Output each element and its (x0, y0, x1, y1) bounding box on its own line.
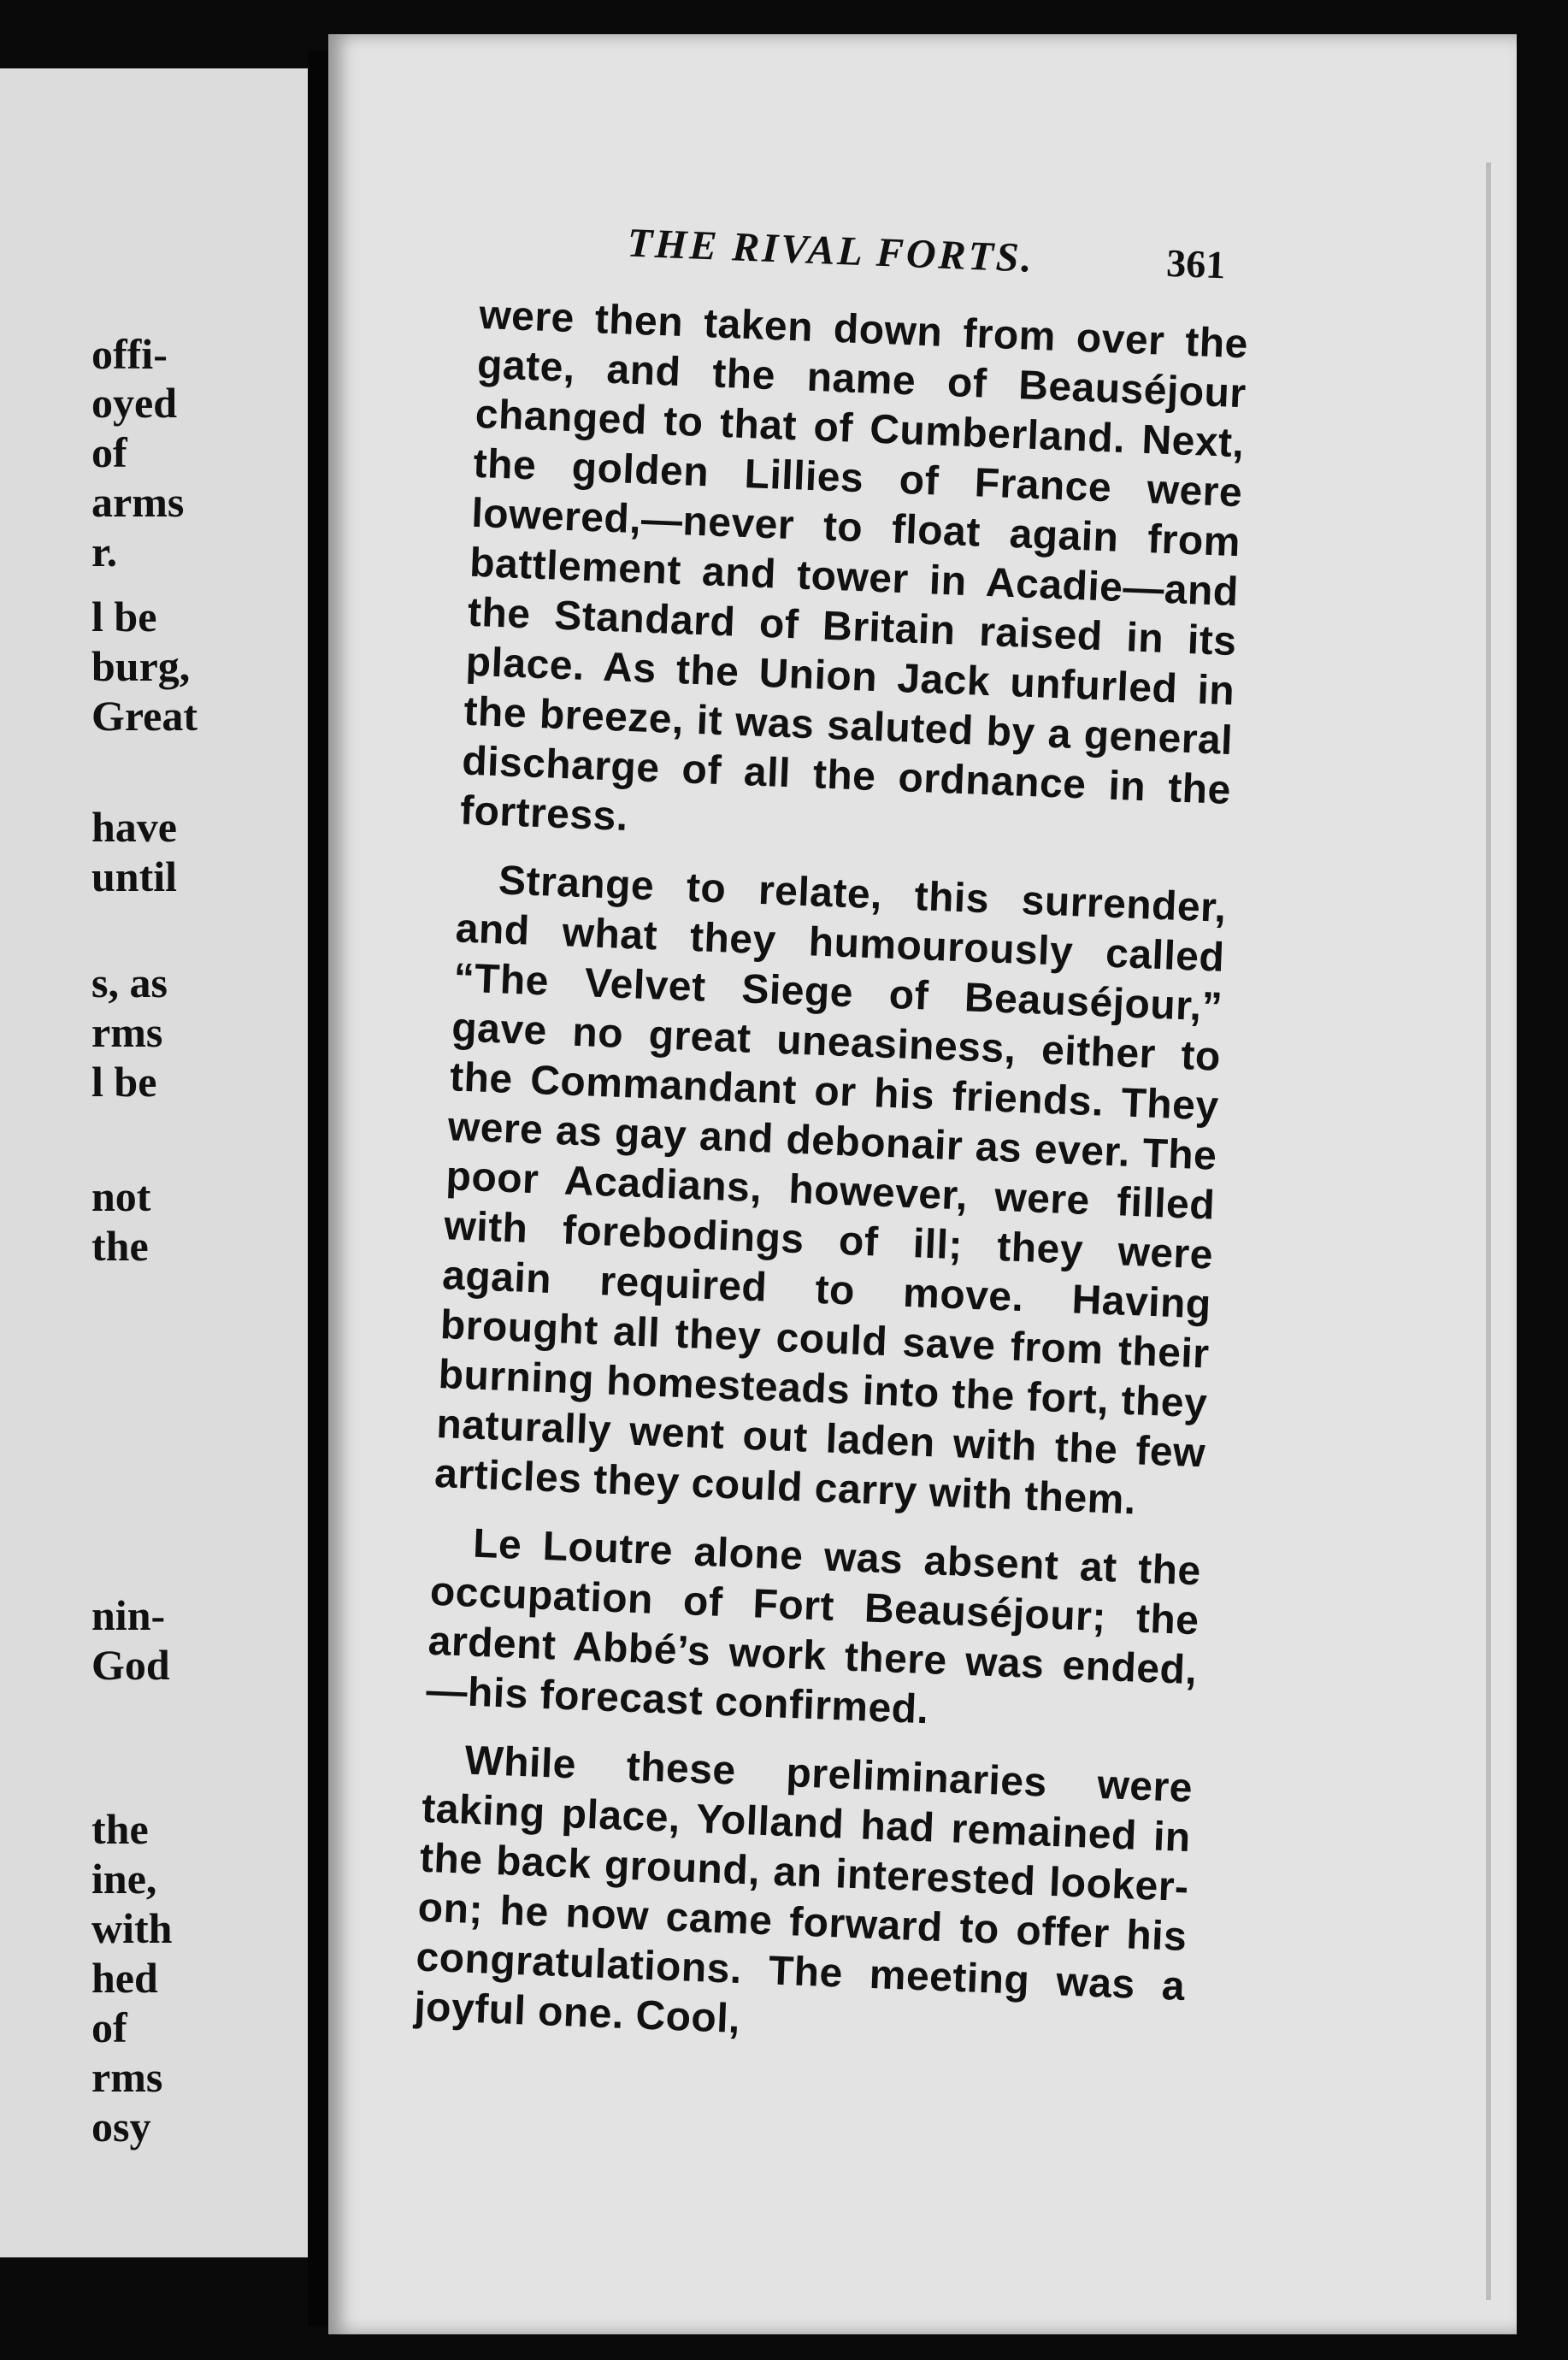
left-page-fragment: r. (91, 528, 118, 575)
left-page-fragment: God (91, 1641, 170, 1689)
left-page-fragment: oyed (91, 379, 177, 427)
left-page-fragment: with (91, 1904, 173, 1952)
paragraph: Strange to relate, this surrender, and what they humourously called “The Velvet Siege of Beauséjour,” gave no great uneasiness, either to the Commandant or his friends. They were as gay and debonair as ever. The poor Acadians, however, were filled with forebodings of ill; they were again required to move. Having brought all they could save from their burning homesteads into the fort, they naturally went out laden with the few articles they could carry with them. (433, 858, 1228, 1524)
page-text-block (412, 214, 1252, 2080)
left-page-fragment: l be (91, 1058, 157, 1106)
left-page-fragment: Great (91, 692, 198, 740)
left-page-fragment: osy (91, 2103, 151, 2151)
left-page-fragment: until (91, 853, 178, 900)
left-page-fragment: l be (91, 593, 157, 640)
previous-page (0, 68, 318, 2257)
left-page-fragment: the (91, 1805, 149, 1853)
left-page-fragment: s, as (91, 959, 168, 1006)
left-page-fragment: of (91, 2003, 127, 2051)
left-page-fragment: not (91, 1172, 151, 1220)
left-page-fragment: arms (91, 478, 185, 526)
page-number: 361 (1165, 240, 1227, 287)
left-page-fragment: ine, (91, 1855, 157, 1903)
paragraph: Le Loutre alone was absent at the occupation of Fort Beauséjour; the ardent Abbé’s work there was ended,—his forecast confirmed. (425, 1520, 1202, 1733)
left-page-fragment: have (91, 803, 177, 851)
left-page-fragment: the (91, 1222, 149, 1270)
left-page-fragment: nin- (91, 1591, 166, 1639)
left-page-fragment: burg, (91, 642, 191, 690)
paragraph: While these preliminaries were taking place, Yolland had remained in the back ground, an interested looker-on; he now came forward to offer his congratulations. The meeting was a joyful one. Cool, (413, 1738, 1194, 2043)
left-page-fragment: rms (91, 1008, 163, 1056)
left-page-fragment: hed (91, 1954, 158, 2002)
paragraph: were then taken down from over the gate, and the name of Beauséjour changed to that of Cumberland. Next, the golden Lillies of France were lowered,—never to float again from battlement and tower in Acadie—and the Standard of Britain raised in its place. As the Union Jack unfurled in the breeze, it was saluted by a general discharge of all the ordnance in the fortress. (459, 292, 1249, 841)
left-page-fragment: offi- (91, 330, 168, 378)
left-page-fragment: rms (91, 2053, 163, 2101)
running-title: THE RIVAL FORTS. (626, 220, 1035, 281)
page-edge (1486, 162, 1491, 2300)
left-page-fragment: of (91, 428, 127, 476)
